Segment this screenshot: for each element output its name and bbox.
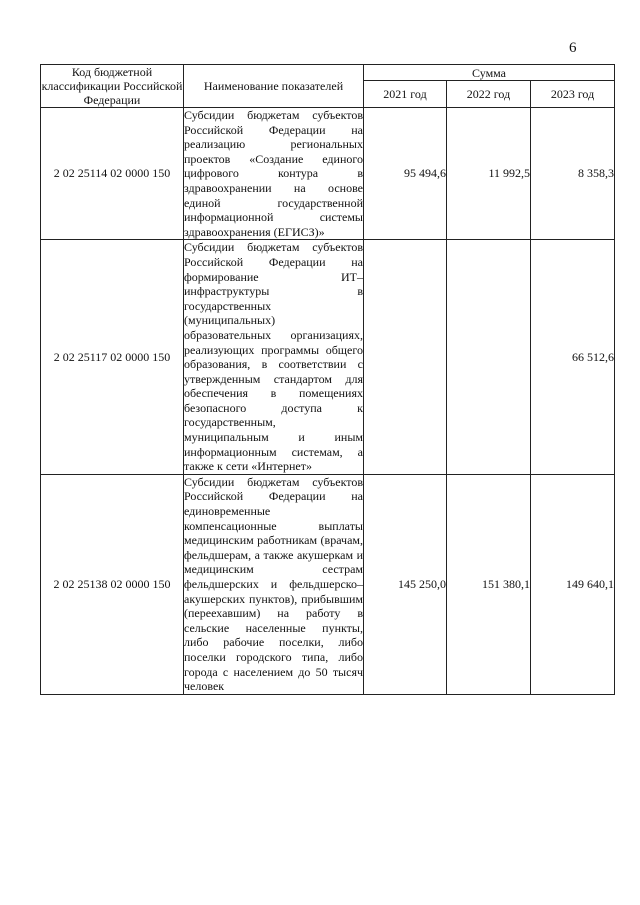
row-amount-2021 <box>364 240 447 475</box>
row-amount-2022 <box>447 240 531 475</box>
header-year-2022: 2022 год <box>447 81 531 108</box>
row-code: 2 02 25114 02 0000 150 <box>41 108 184 240</box>
row-name: Субсидии бюджетам субъектов Российской Федерации на формирование ИТ–инфраструктуры в государственных (муниципальных) образовательных организациях, реализующих программы общего образования, в соответствии с утвержденным стандартом для обеспечения в помещениях безопасного доступа к государственным, муниципальным и иным информационным системам, а также к сети «Интернет» <box>184 240 363 474</box>
budget-table <box>40 64 615 695</box>
table-row <box>41 240 615 475</box>
header-name: Наименование показателей <box>184 65 364 108</box>
row-name: Субсидии бюджетам субъектов Российской Федерации на реализацию региональных проектов «Создание единого цифрового контура в здравоохранении на основе единой государственной информационной системы здравоохранения (ЕГИСЗ)» <box>184 108 363 239</box>
header-row <box>41 65 615 81</box>
page-number: 6 <box>569 40 577 56</box>
header-code: Код бюджетной классификации Российской Федерации <box>41 65 183 107</box>
row-amount-2022: 11 992,5 <box>447 108 531 240</box>
row-code: 2 02 25117 02 0000 150 <box>41 240 184 475</box>
row-amount-2021: 95 494,6 <box>364 108 447 240</box>
table-row <box>41 108 615 240</box>
header-sum: Сумма <box>364 65 615 81</box>
row-code: 2 02 25138 02 0000 150 <box>41 474 184 694</box>
row-amount-2022: 151 380,1 <box>447 474 531 694</box>
row-amount-2023: 149 640,1 <box>531 474 615 694</box>
row-amount-2023: 66 512,6 <box>531 240 615 475</box>
row-amount-2023: 8 358,3 <box>531 108 615 240</box>
row-amount-2021: 145 250,0 <box>364 474 447 694</box>
table-row <box>41 474 615 694</box>
row-name: Субсидии бюджетам субъектов Российской Федерации на единовременные компенсационные выплаты медицинским работникам (врачам, фельдшерам, а также акушеркам и медицинским сестрам фельдшерских и фельдшерско–акушерских пунктов), прибывшим (переехавшим) на работу в сельские населенные пункты, либо рабочие поселки, либо поселки городского типа, либо города с населением до 50 тысяч человек <box>184 474 363 694</box>
header-year-2023: 2023 год <box>531 81 615 108</box>
header-year-2021: 2021 год <box>364 81 447 108</box>
